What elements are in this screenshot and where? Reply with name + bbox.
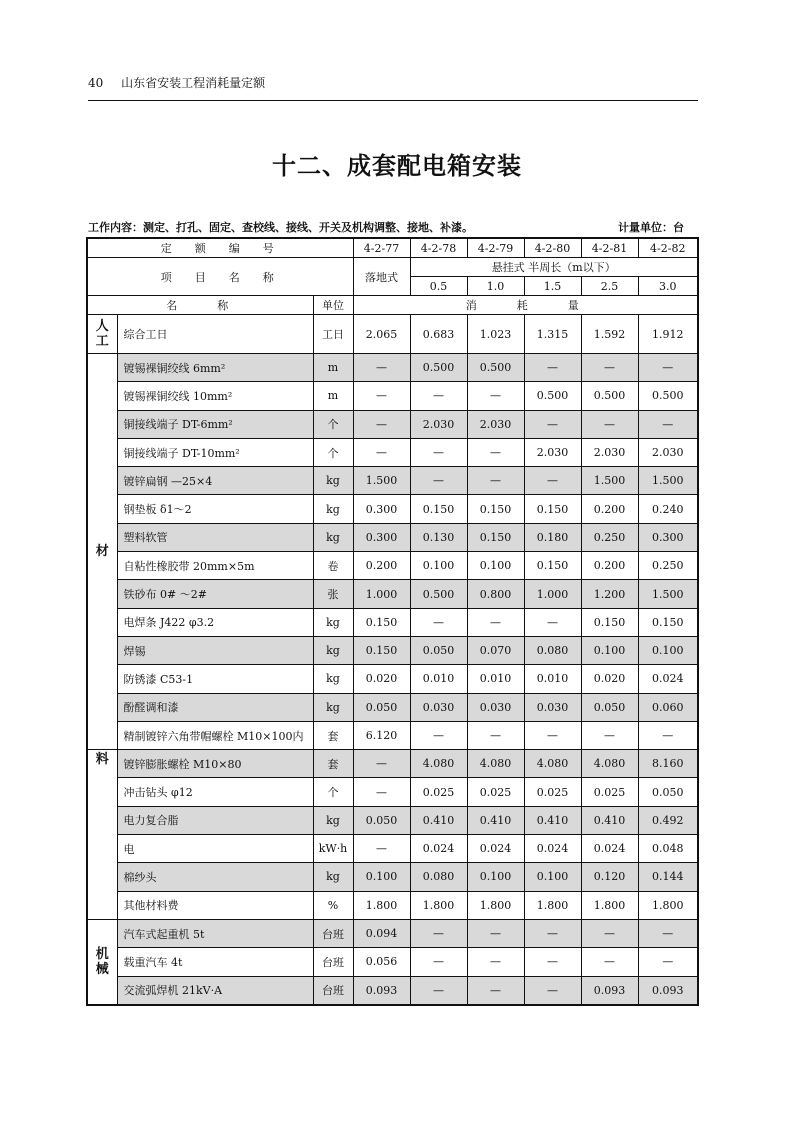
value-cell: 1.500 (353, 467, 410, 495)
value-cell: 0.410 (467, 806, 524, 834)
table-row (87, 523, 698, 551)
item-unit: kW·h (313, 835, 353, 863)
table-row (87, 636, 698, 664)
table-row (87, 693, 698, 721)
code-label: 定 额 编 号 (87, 238, 353, 258)
value-cell: — (353, 750, 410, 778)
value-cell: — (467, 438, 524, 466)
item-name: 棉纱头 (117, 863, 313, 891)
value-cell: — (524, 948, 581, 976)
value-cell: 0.100 (581, 636, 638, 664)
value-cell: — (524, 976, 581, 1005)
value-cell: 0.030 (467, 693, 524, 721)
value-cell: 2.030 (638, 438, 698, 466)
value-cell: — (410, 438, 467, 466)
unit-of-measure: 计量单位：台 (618, 221, 684, 234)
table-row (87, 495, 698, 523)
value-cell: 0.093 (638, 976, 698, 1005)
value-cell: 1.800 (638, 891, 698, 919)
table-row (87, 919, 698, 947)
value-cell: 1.000 (524, 580, 581, 608)
table-row (87, 438, 698, 466)
running-header (88, 74, 265, 91)
item-unit: kg (313, 665, 353, 693)
value-cell: 0.100 (410, 552, 467, 580)
value-cell: 0.048 (638, 835, 698, 863)
code-cell: 4-2-79 (467, 238, 524, 258)
table-row (87, 552, 698, 580)
value-cell: 0.050 (410, 636, 467, 664)
value-cell: 4.080 (467, 750, 524, 778)
value-cell: — (353, 354, 410, 382)
item-name: 冲击钻头 φ12 (117, 778, 313, 806)
value-cell: — (467, 382, 524, 410)
table-row (87, 580, 698, 608)
page-number: 40 (88, 76, 104, 90)
item-unit: 工日 (313, 315, 353, 354)
value-cell: 0.050 (638, 778, 698, 806)
value-cell: 0.100 (524, 863, 581, 891)
value-cell: 2.030 (410, 410, 467, 438)
value-cell: 0.100 (467, 552, 524, 580)
value-cell: — (524, 721, 581, 749)
value-cell: 0.683 (410, 315, 467, 354)
item-name: 钢垫板 δ1～2 (117, 495, 313, 523)
item-unit: kg (313, 693, 353, 721)
value-cell: 0.500 (467, 354, 524, 382)
value-cell: — (467, 919, 524, 947)
item-name: 其他材料费 (117, 891, 313, 919)
value-cell: 0.024 (410, 835, 467, 863)
value-cell: 0.025 (410, 778, 467, 806)
value-cell: 0.492 (638, 806, 698, 834)
header-rule (88, 100, 698, 101)
value-cell: 0.024 (524, 835, 581, 863)
perimeter-cell: 1.0 (467, 277, 524, 296)
value-cell: — (410, 976, 467, 1005)
perimeter-cell: 0.5 (410, 277, 467, 296)
item-name: 电焊条 J422 φ3.2 (117, 608, 313, 636)
value-cell: — (638, 354, 698, 382)
value-cell: 0.240 (638, 495, 698, 523)
value-cell: — (410, 608, 467, 636)
item-name: 电 (117, 835, 313, 863)
table-row (87, 948, 698, 976)
value-cell: 0.500 (410, 580, 467, 608)
table-row (87, 891, 698, 919)
value-cell: 0.050 (353, 693, 410, 721)
value-cell: 0.100 (467, 863, 524, 891)
item-unit: kg (313, 495, 353, 523)
item-unit: 套 (313, 721, 353, 749)
value-cell: — (581, 721, 638, 749)
value-cell: 0.150 (638, 608, 698, 636)
table-row (87, 806, 698, 834)
value-cell: 1.000 (353, 580, 410, 608)
value-cell: 2.030 (581, 438, 638, 466)
value-cell: 4.080 (524, 750, 581, 778)
value-cell: 0.300 (353, 523, 410, 551)
value-cell: 1.800 (524, 891, 581, 919)
item-name: 汽车式起重机 5t (117, 919, 313, 947)
table-row (87, 315, 698, 354)
table-row (87, 608, 698, 636)
value-cell: 0.025 (581, 778, 638, 806)
value-cell: — (524, 410, 581, 438)
table-row (87, 665, 698, 693)
item-unit: 卷 (313, 552, 353, 580)
item-name: 载重汽车 4t (117, 948, 313, 976)
item-unit: kg (313, 523, 353, 551)
work-content: 工作内容：测定、打孔、固定、查校线、接线、开关及机构调整、接地、补漆。 (88, 221, 473, 234)
item-unit: 张 (313, 580, 353, 608)
value-cell: 0.200 (581, 552, 638, 580)
value-cell: 0.070 (467, 636, 524, 664)
item-name: 交流弧焊机 21kV·A (117, 976, 313, 1005)
perimeter-cell: 1.5 (524, 277, 581, 296)
book-title: 山东省安装工程消耗量定额 (121, 76, 266, 90)
value-cell: 0.010 (467, 665, 524, 693)
value-cell: 0.025 (524, 778, 581, 806)
value-cell: 0.020 (581, 665, 638, 693)
table-row (87, 863, 698, 891)
value-cell: 0.056 (353, 948, 410, 976)
value-cell: 1.500 (581, 467, 638, 495)
value-cell: 0.800 (467, 580, 524, 608)
value-cell: 1.200 (581, 580, 638, 608)
item-name: 镀锡裸铜绞线 6mm² (117, 354, 313, 382)
code-cell: 4-2-77 (353, 238, 410, 258)
value-cell: 0.080 (524, 636, 581, 664)
value-cell: 0.060 (638, 693, 698, 721)
value-cell: — (581, 354, 638, 382)
item-unit: kg (313, 636, 353, 664)
value-cell: 1.800 (410, 891, 467, 919)
category-labor: 人工 (87, 315, 117, 354)
quota-table (86, 237, 699, 1006)
item-name: 铜接线端子 DT-6mm² (117, 410, 313, 438)
value-cell: 1.023 (467, 315, 524, 354)
value-cell: 0.093 (581, 976, 638, 1005)
item-name: 综合工日 (117, 315, 313, 354)
name-column-header: 名 称 (87, 296, 313, 315)
code-cell: 4-2-82 (638, 238, 698, 258)
table-row (87, 382, 698, 410)
unit-column-header: 单位 (313, 296, 353, 315)
value-cell: — (410, 919, 467, 947)
value-cell: — (353, 835, 410, 863)
value-cell: 1.912 (638, 315, 698, 354)
value-cell: 0.050 (353, 806, 410, 834)
item-name: 精制镀锌六角带帽螺栓 M10×100内 (117, 721, 313, 749)
value-cell: 2.030 (467, 410, 524, 438)
item-name: 防锈漆 C53-1 (117, 665, 313, 693)
value-cell: 0.180 (524, 523, 581, 551)
item-name: 镀锌膨胀螺栓 M10×80 (117, 750, 313, 778)
value-cell: 1.592 (581, 315, 638, 354)
section-title: 十二、成套配电箱安装 (272, 151, 522, 180)
value-cell: 0.150 (467, 523, 524, 551)
item-unit: 台班 (313, 919, 353, 947)
value-cell: 0.500 (581, 382, 638, 410)
table-row (87, 750, 698, 778)
item-label: 项 目 名 称 (87, 258, 353, 296)
value-cell: — (524, 919, 581, 947)
value-cell: 0.150 (524, 552, 581, 580)
item-name: 铜接线端子 DT-10mm² (117, 438, 313, 466)
value-cell: 0.050 (581, 693, 638, 721)
table-row (87, 721, 698, 749)
value-cell: — (410, 382, 467, 410)
item-name: 镀锡裸铜绞线 10mm² (117, 382, 313, 410)
value-cell: 0.410 (524, 806, 581, 834)
table-row (87, 354, 698, 382)
value-cell: 0.080 (410, 863, 467, 891)
value-cell: 0.024 (638, 665, 698, 693)
code-cell: 4-2-81 (581, 238, 638, 258)
value-cell: 0.100 (638, 636, 698, 664)
item-name: 铁砂布 0# ～2# (117, 580, 313, 608)
item-unit: 个 (313, 410, 353, 438)
value-cell: 0.500 (638, 382, 698, 410)
item-unit: 个 (313, 438, 353, 466)
item-unit: 套 (313, 750, 353, 778)
value-cell: — (467, 608, 524, 636)
value-cell: 1.800 (581, 891, 638, 919)
table-row (87, 410, 698, 438)
value-cell: 0.025 (467, 778, 524, 806)
value-cell: — (581, 948, 638, 976)
item-unit: 台班 (313, 976, 353, 1005)
value-cell: 0.020 (353, 665, 410, 693)
item-name: 焊锡 (117, 636, 313, 664)
value-cell: — (524, 608, 581, 636)
value-cell: — (467, 467, 524, 495)
value-cell: 1.500 (638, 580, 698, 608)
category-material-2: 料 (87, 750, 117, 920)
item-unit: kg (313, 467, 353, 495)
value-cell: 0.250 (638, 552, 698, 580)
value-cell: 0.130 (410, 523, 467, 551)
table-row (87, 778, 698, 806)
value-cell: — (410, 721, 467, 749)
value-cell: — (638, 721, 698, 749)
value-cell: 4.080 (581, 750, 638, 778)
value-cell: 0.024 (467, 835, 524, 863)
value-cell: 1.800 (353, 891, 410, 919)
item-unit: m (313, 354, 353, 382)
value-cell: 0.250 (581, 523, 638, 551)
value-cell: 0.500 (410, 354, 467, 382)
value-cell: — (353, 438, 410, 466)
value-cell: 0.410 (581, 806, 638, 834)
value-cell: 0.030 (524, 693, 581, 721)
value-cell: 0.150 (581, 608, 638, 636)
value-cell: 0.030 (410, 693, 467, 721)
category-material-1: 材 (87, 354, 117, 750)
item-unit: kg (313, 863, 353, 891)
value-cell: 0.094 (353, 919, 410, 947)
value-cell: — (467, 976, 524, 1005)
table-row (87, 835, 698, 863)
code-cell: 4-2-78 (410, 238, 467, 258)
category-machine: 机械 (87, 919, 117, 1004)
value-cell: 0.024 (581, 835, 638, 863)
value-cell: — (524, 354, 581, 382)
value-cell: 0.150 (410, 495, 467, 523)
wall-type-header: 悬挂式 半周长（m以下） (410, 258, 698, 277)
item-unit: % (313, 891, 353, 919)
value-cell: 0.100 (353, 863, 410, 891)
value-cell: — (524, 467, 581, 495)
value-cell: — (467, 721, 524, 749)
item-name: 自粘性橡胶带 20mm×5m (117, 552, 313, 580)
floor-type-header: 落地式 (353, 258, 410, 296)
item-unit: m (313, 382, 353, 410)
code-cell: 4-2-80 (524, 238, 581, 258)
value-cell: 0.150 (467, 495, 524, 523)
value-cell: 0.120 (581, 863, 638, 891)
value-cell: 6.120 (353, 721, 410, 749)
item-unit: kg (313, 608, 353, 636)
value-cell: 0.150 (524, 495, 581, 523)
value-cell: — (353, 778, 410, 806)
value-cell: — (638, 919, 698, 947)
value-cell: 0.410 (410, 806, 467, 834)
value-cell: 0.200 (353, 552, 410, 580)
value-cell: — (638, 410, 698, 438)
table-row (87, 467, 698, 495)
item-name: 酚醛调和漆 (117, 693, 313, 721)
value-cell: — (410, 948, 467, 976)
value-cell: 0.300 (353, 495, 410, 523)
value-cell: 1.500 (638, 467, 698, 495)
value-cell: 0.144 (638, 863, 698, 891)
value-cell: 2.030 (524, 438, 581, 466)
value-cell: 1.800 (467, 891, 524, 919)
item-unit: 台班 (313, 948, 353, 976)
item-unit: 个 (313, 778, 353, 806)
value-cell: 0.010 (410, 665, 467, 693)
value-cell: 0.150 (353, 608, 410, 636)
value-cell: — (353, 410, 410, 438)
value-cell: 2.065 (353, 315, 410, 354)
value-cell: 0.500 (524, 382, 581, 410)
value-cell: — (581, 919, 638, 947)
value-cell: 0.093 (353, 976, 410, 1005)
value-cell: 1.315 (524, 315, 581, 354)
consumption-header: 消 耗 量 (353, 296, 698, 315)
value-cell: — (581, 410, 638, 438)
value-cell: — (410, 467, 467, 495)
value-cell: 8.160 (638, 750, 698, 778)
item-unit: kg (313, 806, 353, 834)
value-cell: — (353, 382, 410, 410)
item-name: 塑料软管 (117, 523, 313, 551)
value-cell: 4.080 (410, 750, 467, 778)
table-row (87, 976, 698, 1005)
item-name: 镀锌扁钢 —25×4 (117, 467, 313, 495)
perimeter-cell: 3.0 (638, 277, 698, 296)
value-cell: — (638, 948, 698, 976)
item-name: 电力复合脂 (117, 806, 313, 834)
value-cell: 0.010 (524, 665, 581, 693)
value-cell: — (467, 948, 524, 976)
value-cell: 0.150 (353, 636, 410, 664)
value-cell: 0.200 (581, 495, 638, 523)
perimeter-cell: 2.5 (581, 277, 638, 296)
value-cell: 0.300 (638, 523, 698, 551)
